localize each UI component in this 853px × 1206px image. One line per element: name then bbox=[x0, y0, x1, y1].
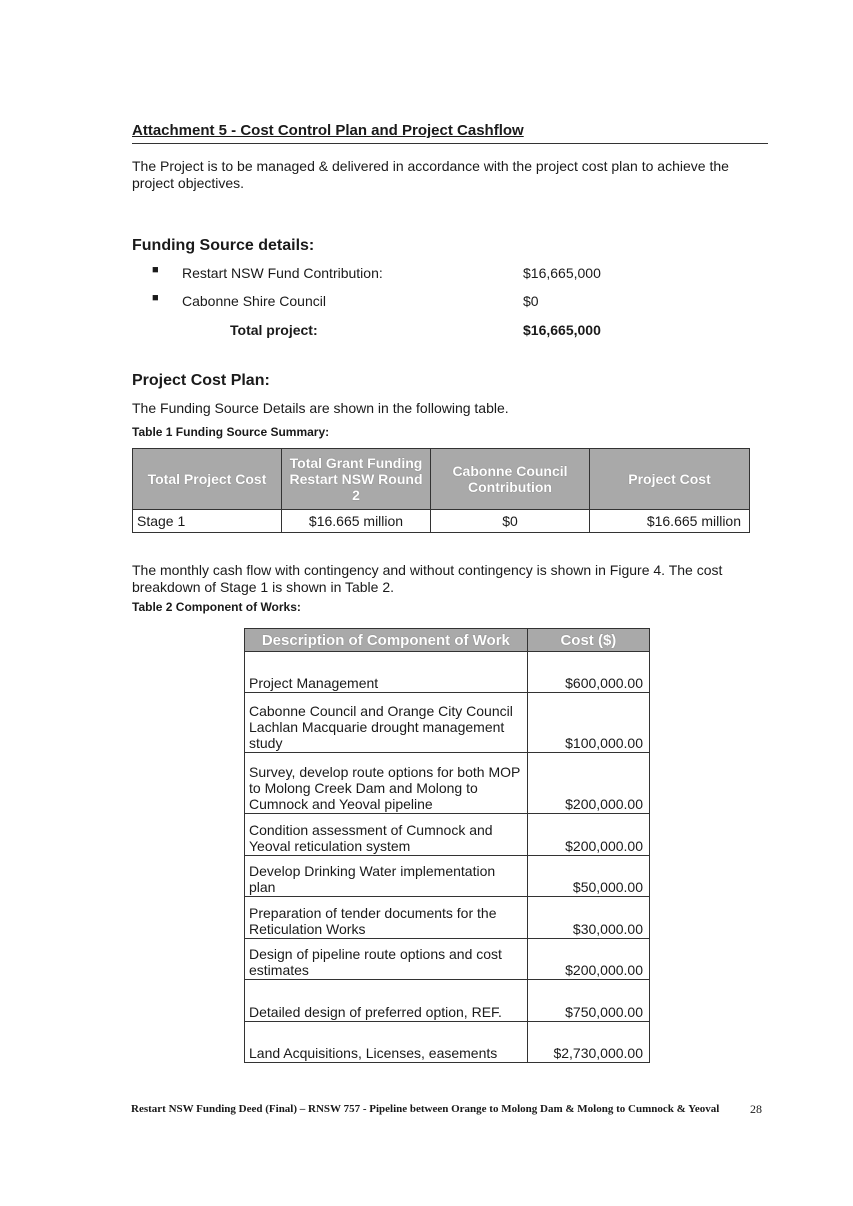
table-cell: Detailed design of preferred option, REF. bbox=[245, 980, 528, 1022]
title-divider bbox=[132, 143, 768, 144]
table-header-row bbox=[133, 449, 750, 510]
table-cell: $16.665 million bbox=[590, 510, 750, 533]
table-cell: Develop Drinking Water implementation plan bbox=[245, 856, 528, 897]
component-of-works-table bbox=[244, 628, 650, 1063]
table-header-row bbox=[245, 629, 650, 652]
table-cell: $750,000.00 bbox=[527, 980, 649, 1022]
table-row bbox=[245, 693, 650, 753]
total-project-label: Total project: bbox=[230, 322, 318, 338]
funding-item-amount: $16,665,000 bbox=[523, 265, 601, 281]
table-row bbox=[245, 980, 650, 1022]
funding-summary-table bbox=[132, 448, 750, 533]
table-header: Project Cost bbox=[590, 449, 750, 510]
table-cell: Survey, develop route options for both MOP to Molong Creek Dam and Molong to Cumnock and Yeoval pipeline bbox=[245, 753, 528, 814]
table-cell: $30,000.00 bbox=[527, 897, 649, 939]
attachment-title: Attachment 5 - Cost Control Plan and Project Cashflow bbox=[132, 122, 524, 139]
funding-item-label: Cabonne Shire Council bbox=[182, 293, 326, 309]
intro-paragraph: The Project is to be managed & delivered in accordance with the project cost plan to achieve the project objectives. bbox=[132, 158, 729, 191]
table-row bbox=[133, 510, 750, 533]
page-footer: Restart NSW Funding Deed (Final) – RNSW 757 - Pipeline between Orange to Molong Dam & Molong to Cumnock & Yeoval bbox=[131, 1103, 720, 1115]
page-number: 28 bbox=[750, 1102, 762, 1116]
bullet-icon: ■ bbox=[152, 264, 159, 276]
table-row bbox=[245, 814, 650, 856]
table-header: Cost ($) bbox=[527, 629, 649, 652]
table-cell: $100,000.00 bbox=[527, 693, 649, 753]
bullet-icon: ■ bbox=[152, 292, 159, 304]
table-row bbox=[245, 1022, 650, 1063]
table-cell: Cabonne Council and Orange City Council Lachlan Macquarie drought management study bbox=[245, 693, 528, 753]
table-row bbox=[245, 652, 650, 693]
table-header: Description of Component of Work bbox=[245, 629, 528, 652]
table2-caption: Table 2 Component of Works: bbox=[132, 600, 301, 614]
table-row bbox=[245, 856, 650, 897]
table-cell: Design of pipeline route options and cost estimates bbox=[245, 939, 528, 980]
table-cell: $200,000.00 bbox=[527, 814, 649, 856]
table-header: Total Grant Funding Restart NSW Round 2 bbox=[282, 449, 431, 510]
table-cell: Condition assessment of Cumnock and Yeoval reticulation system bbox=[245, 814, 528, 856]
table-cell: Preparation of tender documents for the Reticulation Works bbox=[245, 897, 528, 939]
table-row bbox=[245, 753, 650, 814]
cashflow-paragraph: The monthly cash flow with contingency and without contingency is shown in Figure 4. The cost breakdown of Stage 1 is shown in Table 2. bbox=[132, 562, 723, 595]
table-header: Total Project Cost bbox=[133, 449, 282, 510]
table1-caption: Table 1 Funding Source Summary: bbox=[132, 425, 330, 439]
table-cell: $50,000.00 bbox=[527, 856, 649, 897]
total-project-amount: $16,665,000 bbox=[523, 322, 601, 338]
table-cell: $200,000.00 bbox=[527, 939, 649, 980]
table-cell: Land Acquisitions, Licenses, easements bbox=[245, 1022, 528, 1063]
table-cell: Project Management bbox=[245, 652, 528, 693]
table-row bbox=[245, 897, 650, 939]
table-cell: $16.665 million bbox=[282, 510, 431, 533]
table-cell: $200,000.00 bbox=[527, 753, 649, 814]
cost-plan-heading: Project Cost Plan: bbox=[132, 372, 270, 389]
table-header: Cabonne Council Contribution bbox=[431, 449, 590, 510]
funding-item-label: Restart NSW Fund Contribution: bbox=[182, 265, 383, 281]
table-cell: $2,730,000.00 bbox=[527, 1022, 649, 1063]
cost-plan-text: The Funding Source Details are shown in the following table. bbox=[132, 400, 509, 416]
funding-item-amount: $0 bbox=[523, 293, 539, 309]
table-cell: Stage 1 bbox=[133, 510, 282, 533]
table-cell: $0 bbox=[431, 510, 590, 533]
funding-heading: Funding Source details: bbox=[132, 237, 315, 254]
table-row bbox=[245, 939, 650, 980]
table-cell: $600,000.00 bbox=[527, 652, 649, 693]
